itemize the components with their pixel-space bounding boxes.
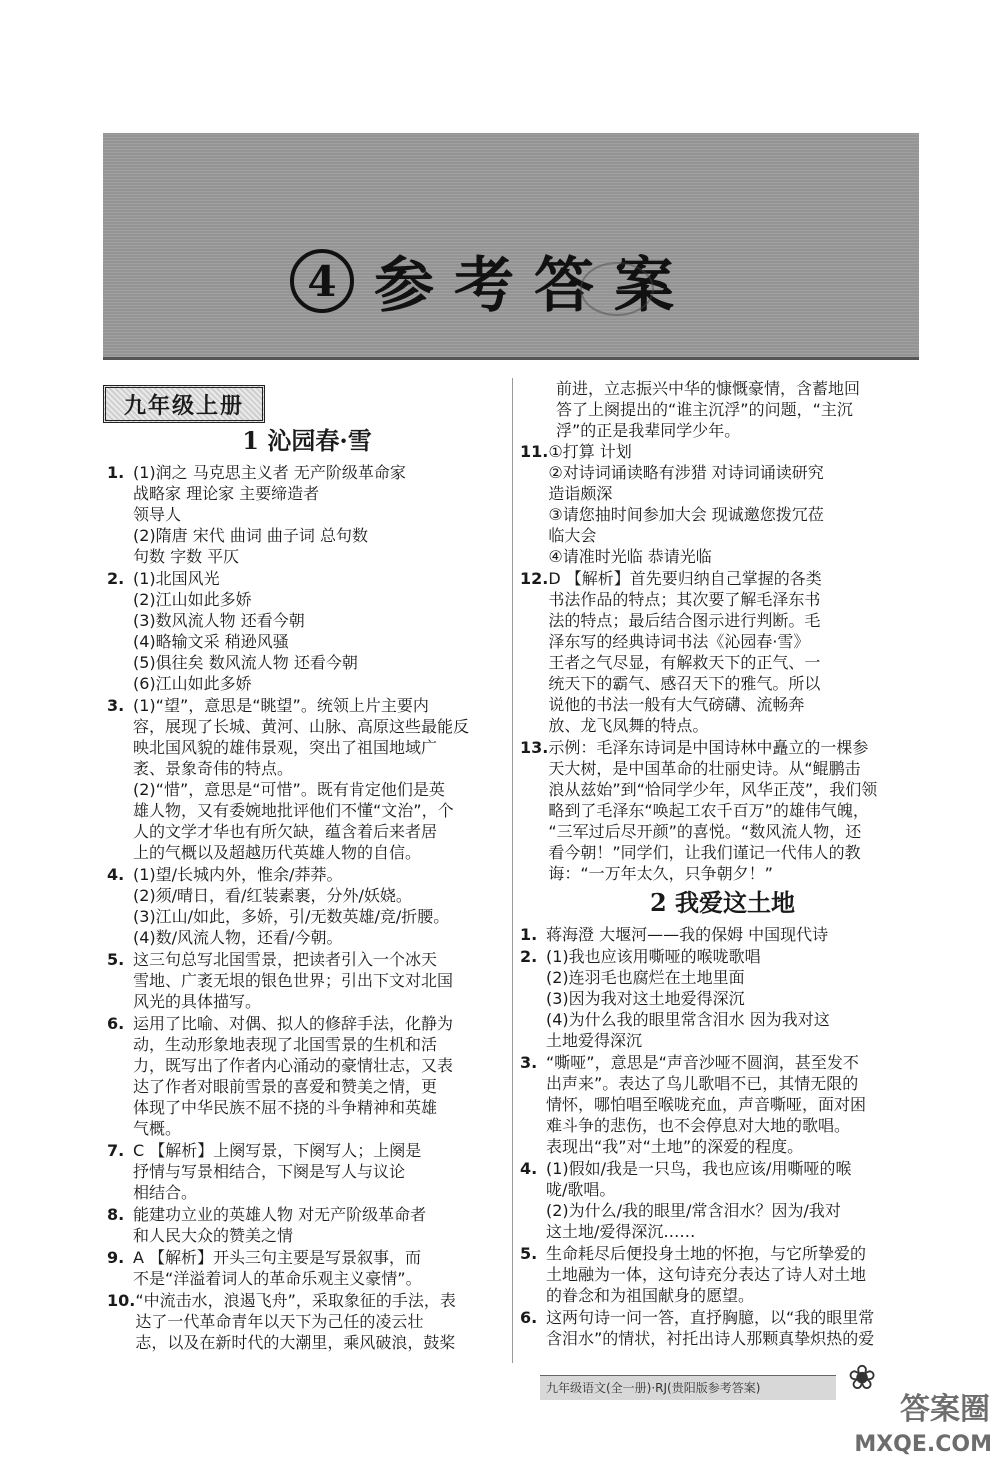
answer-line: 风光的具体描写。 bbox=[133, 992, 262, 1011]
answer-line: C 【解析】上阕写景，下阕写人；上阕是 bbox=[133, 1141, 422, 1160]
answer-line: 战略家 理论家 主要缔造者 bbox=[133, 484, 320, 503]
answer-line: 咙/歌唱。 bbox=[546, 1180, 616, 1199]
answer-line: (2)江山如此多娇 bbox=[133, 590, 252, 609]
answer-line: 达了作者对眼前雪景的喜爱和赞美之情，更 bbox=[133, 1077, 438, 1096]
answer-line: 领导人 bbox=[133, 505, 182, 524]
page-title: 参考答案 bbox=[374, 251, 694, 321]
answer-line: 统天下的霸气、感召天下的雅气。所以 bbox=[548, 674, 821, 693]
item-number: 3. bbox=[107, 696, 125, 715]
answer-line: (3)数风流人物 还看今朝 bbox=[133, 611, 305, 630]
answer-line: (3)江山/如此，多娇，引/无数英雄/竞/折腰。 bbox=[133, 907, 450, 926]
item-number: 9. bbox=[107, 1248, 125, 1267]
item-number: 6. bbox=[520, 1308, 538, 1327]
answer-line: 浪从兹始”到“恰同学少年，风华正茂”，我们领 bbox=[548, 780, 878, 799]
answer-item bbox=[107, 1013, 507, 1139]
answer-line: 人的文学才华也有所欠缺，蕴含着后来者居 bbox=[133, 822, 438, 841]
answer-line: (2)连羽毛也腐烂在土地里面 bbox=[546, 968, 745, 987]
answer-line: 的眷念和为祖国献身的愿望。 bbox=[546, 1286, 755, 1305]
answer-line: (6)江山如此多娇 bbox=[133, 674, 252, 693]
answer-line: 这土地/爱得深沉…… bbox=[546, 1222, 696, 1241]
item-number: 3. bbox=[520, 1053, 538, 1072]
answer-line: 雪地、广袤无垠的银色世界；引出下文对北国 bbox=[133, 971, 454, 990]
answer-line: D 【解析】首先要归纳自己掌握的各类 bbox=[548, 569, 822, 588]
lesson-title: 1 沁园春·雪 bbox=[242, 426, 372, 455]
answer-item bbox=[107, 864, 507, 948]
item-body bbox=[133, 1204, 507, 1246]
item-body bbox=[133, 1013, 507, 1139]
answer-line: 浮”的正是我辈同学少年。 bbox=[556, 421, 741, 440]
answer-item bbox=[520, 924, 925, 945]
answer-line: 答了上阕提出的“谁主沉浮”的问题，“主沉 bbox=[556, 400, 853, 419]
answer-line: (2)隋唐 宋代 曲词 曲子词 总句数 bbox=[133, 526, 369, 545]
item-body bbox=[133, 695, 507, 863]
answer-item bbox=[107, 1204, 507, 1246]
answer-line: 临大会 bbox=[548, 526, 597, 545]
answer-line: 不是“洋溢着词人的革命乐观主义豪情”。 bbox=[133, 1269, 422, 1288]
answer-item bbox=[107, 1290, 507, 1353]
stamp-mark bbox=[580, 262, 654, 316]
answer-line: (3)因为我对这土地爱得深沉 bbox=[546, 989, 745, 1008]
answer-line: 表现出“我”对“土地”的深爱的程度。 bbox=[546, 1137, 804, 1156]
answer-line: 雄人物，又有委婉地批评他们不懂“文治”，个 bbox=[133, 801, 454, 820]
answer-line: 容，展现了长城、黄河、山脉、高原这些最能反 bbox=[133, 717, 470, 736]
answer-line: (2)为什么/我的眼里/常含泪水？因为/我对 bbox=[546, 1201, 841, 1220]
answer-line: 土地爱得深沉 bbox=[546, 1031, 643, 1050]
item-body bbox=[133, 568, 507, 694]
item-body bbox=[546, 1052, 925, 1157]
item-body bbox=[546, 1158, 925, 1242]
answer-line: ②对诗词诵读略有涉猎 对诗词诵读研究 bbox=[548, 463, 824, 482]
item-body bbox=[133, 1140, 507, 1203]
answer-line: 袤、景象奇伟的特点。 bbox=[133, 759, 294, 778]
item-body bbox=[135, 1290, 507, 1353]
answer-line: 法的特点；最后结合图示进行判断。毛 bbox=[548, 611, 821, 630]
item-body bbox=[133, 462, 507, 567]
item-number: 1. bbox=[107, 463, 125, 482]
answer-item bbox=[107, 462, 507, 567]
answer-line: “三军过后尽开颜”的喜悦。“数风流人物，还 bbox=[548, 822, 862, 841]
answer-line: “嘶哑”，意思是“声音沙哑不圆润，甚至发不 bbox=[546, 1053, 859, 1072]
answer-line: 天大树，是中国革命的壮丽史诗。从“鲲鹏击 bbox=[548, 759, 861, 778]
answer-line: 难斗争的悲伤，也不会停息对大地的歌唱。 bbox=[546, 1116, 851, 1135]
answer-line: 气概。 bbox=[133, 1119, 182, 1138]
answer-line: (5)俱往矣 数风流人物 还看今朝 bbox=[133, 653, 358, 672]
answer-line: 能建功立业的英雄人物 对无产阶级革命者 bbox=[133, 1205, 427, 1224]
item-body bbox=[548, 568, 925, 736]
answer-item bbox=[107, 949, 507, 1012]
answer-line: 泽东写的经典诗词书法《沁园春·雪》 bbox=[548, 632, 810, 651]
answer-item bbox=[520, 441, 925, 567]
answer-line: 示例：毛泽东诗词是中国诗林中矗立的一棵参 bbox=[548, 738, 869, 757]
answer-line: (2)须/晴日，看/红装素裹，分外/妖娆。 bbox=[133, 886, 412, 905]
answer-line: (1)“望”，意思是“眺望”。统领上片主要内 bbox=[133, 696, 429, 715]
answer-item bbox=[107, 1247, 507, 1289]
item-number: 8. bbox=[107, 1205, 125, 1224]
answer-item bbox=[520, 737, 925, 884]
answer-line: 放、龙飞凤舞的特点。 bbox=[548, 716, 709, 735]
answer-line: 句数 字数 平仄 bbox=[133, 547, 240, 566]
answer-line: 蒋海澄 大堰河——我的保姆 中国现代诗 bbox=[546, 925, 829, 944]
item-body bbox=[546, 1307, 925, 1349]
item-body bbox=[133, 1247, 507, 1289]
answer-items bbox=[520, 441, 925, 884]
answer-line: (4)数/风流人物，还看/今朝。 bbox=[133, 928, 343, 947]
item-number: 2. bbox=[520, 947, 538, 966]
answer-line: 王者之气尽显，有解救天下的正气、一 bbox=[548, 653, 821, 672]
answer-line: ④请准时光临 恭请光临 bbox=[548, 547, 712, 566]
left-column bbox=[107, 422, 507, 1354]
answer-line: 出声来”。表达了鸟儿歌唱不已，其情无限的 bbox=[546, 1074, 859, 1093]
answer-line: 和人民大众的赞美之情 bbox=[133, 1226, 294, 1245]
answer-line: (1)北国风光 bbox=[133, 569, 220, 588]
item-number: 5. bbox=[107, 950, 125, 969]
answer-item bbox=[520, 1243, 925, 1306]
answer-line: 这两句诗一问一答，直抒胸臆，以“我的眼里常 bbox=[546, 1308, 875, 1327]
answer-line: ①打算 计划 bbox=[548, 442, 632, 461]
answer-line: 运用了比喻、对偶、拟人的修辞手法，化静为 bbox=[133, 1014, 454, 1033]
answer-item bbox=[107, 695, 507, 863]
item-body bbox=[133, 864, 507, 948]
item-number: 2. bbox=[107, 569, 125, 588]
answer-line: 生命耗尽后便投身土地的怀抱，与它所挚爱的 bbox=[546, 1244, 867, 1263]
item-number: 13. bbox=[520, 738, 549, 757]
answer-line: 相结合。 bbox=[133, 1183, 198, 1202]
item-number: 4. bbox=[107, 865, 125, 884]
item-body bbox=[548, 737, 925, 884]
answer-line: (1)我也应该用嘶哑的喉咙歌唱 bbox=[546, 947, 761, 966]
item-body bbox=[546, 946, 925, 1051]
answer-line: 看今朝！”同学们，让我们谨记一代伟人的教 bbox=[548, 843, 861, 862]
item-number: 5. bbox=[520, 1244, 538, 1263]
answer-line: (1)润之 马克思主义者 无产阶级革命家 bbox=[133, 463, 406, 482]
answer-line: (2)“惜”，意思是“可惜”。既有肯定他们是英 bbox=[133, 780, 445, 799]
answer-line: 达了一代革命青年以天下为己任的凌云壮 bbox=[135, 1312, 424, 1331]
watermark bbox=[835, 1390, 1000, 1471]
lesson-items bbox=[107, 462, 507, 1353]
answer-line: (4)为什么我的眼里常含泪水 因为我对这 bbox=[546, 1010, 830, 1029]
answer-line: (1)假如/我是一只鸟，我也应该/用嘶哑的喉 bbox=[546, 1159, 852, 1178]
item-number: 12. bbox=[520, 569, 549, 588]
answer-item bbox=[520, 1052, 925, 1157]
answer-line: 志，以及在新时代的大潮里，乘风破浪，鼓桨 bbox=[135, 1333, 456, 1352]
answer-line: 力，既写出了作者内心涌动的豪情壮志，又表 bbox=[133, 1056, 454, 1075]
item-body bbox=[548, 441, 925, 567]
item-number: 10. bbox=[107, 1291, 136, 1310]
column-divider bbox=[512, 378, 513, 1363]
answer-item bbox=[520, 1307, 925, 1349]
answer-line: 前进，立志振兴中华的慷慨豪情，含蓄地回 bbox=[556, 379, 861, 398]
answer-line: 这三句总写北国雪景，把读者引入一个冰天 bbox=[133, 950, 438, 969]
right-column bbox=[520, 378, 925, 1350]
watermark-url: MXQE.COM bbox=[854, 1432, 992, 1457]
watermark-text: 答案圈 bbox=[900, 1392, 990, 1427]
item-body bbox=[546, 1243, 925, 1306]
chapter-number-circle: 4 bbox=[290, 249, 354, 313]
answer-item bbox=[107, 1140, 507, 1203]
answer-line: 上的气概以及超越历代英雄人物的自信。 bbox=[133, 843, 422, 862]
answer-line: 含泪水”的情状，衬托出诗人那颗真挚炽热的爱 bbox=[546, 1329, 875, 1348]
answer-line: (1)望/长城内外，惟余/莽莽。 bbox=[133, 865, 343, 884]
item-number: 4. bbox=[520, 1159, 538, 1178]
answer-item bbox=[520, 946, 925, 1051]
lesson-items bbox=[520, 924, 925, 1349]
answer-item bbox=[520, 568, 925, 736]
answer-line: “中流击水，浪遏飞舟”，采取象征的手法，表 bbox=[135, 1291, 456, 1310]
answer-line: 说他的书法一般有大气磅礴、流畅奔 bbox=[548, 695, 805, 714]
answer-line: (4)略输文采 稍逊风骚 bbox=[133, 632, 289, 651]
answer-line: 土地融为一体，这句诗充分表达了诗人对土地 bbox=[546, 1265, 867, 1284]
lesson-title: 2 我爱这土地 bbox=[649, 888, 796, 917]
answer-line: 映北国风貌的雄伟景观，突出了祖国地域广 bbox=[133, 738, 438, 757]
grade-label: 九年级上册 bbox=[103, 385, 265, 423]
item-number: 11. bbox=[520, 442, 549, 461]
item-body bbox=[546, 924, 925, 945]
answer-line: 造诣颇深 bbox=[548, 484, 613, 503]
continued-answer bbox=[520, 378, 925, 441]
answer-line: 抒情与写景相结合，下阕是写人与议论 bbox=[133, 1162, 406, 1181]
item-body bbox=[133, 949, 507, 1012]
item-number: 7. bbox=[107, 1141, 125, 1160]
item-number: 1. bbox=[520, 925, 538, 944]
answer-line: A 【解析】开头三句主要是写景叙事，而 bbox=[133, 1248, 422, 1267]
answer-line: 书法作品的特点；其次要了解毛泽东书 bbox=[548, 590, 821, 609]
footer-bar: 九年级语文(全一册)·RJ(贵阳版参考答案) bbox=[540, 1375, 836, 1400]
answer-item bbox=[107, 568, 507, 694]
answer-line: 情怀，哪怕唱至喉咙充血，声音嘶哑，面对困 bbox=[546, 1095, 867, 1114]
answer-line: 诲：“一万年太久，只争朝夕！” bbox=[548, 864, 773, 883]
flower-icon: ❀ bbox=[847, 1358, 877, 1398]
answer-line: 体现了中华民族不屈不挠的斗争精神和英雄 bbox=[133, 1098, 438, 1117]
answer-item bbox=[520, 1158, 925, 1242]
answer-line: 略到了毛泽东“唤起工农千百万”的雄伟气魄， bbox=[548, 801, 869, 820]
answer-line: ③请您抽时间参加大会 现诚邀您拨冗莅 bbox=[548, 505, 824, 524]
answer-line: 动，生动形象地表现了北国雪景的生机和活 bbox=[133, 1035, 438, 1054]
item-number: 6. bbox=[107, 1014, 125, 1033]
